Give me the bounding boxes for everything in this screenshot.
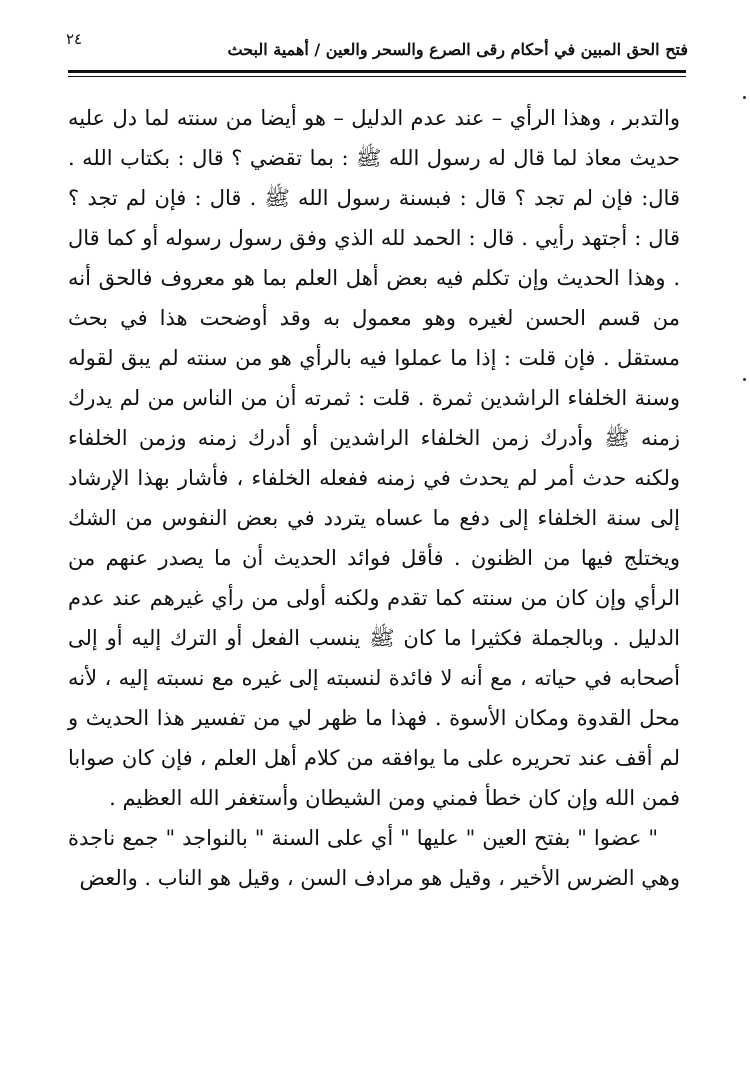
- header-rule-thick: [68, 70, 686, 73]
- running-header-title: فتح الحق المبين في أحكام رقى الصرع والسحر والعين / أهمية البحث: [227, 40, 688, 59]
- header-rule-thin: [68, 76, 686, 77]
- paragraph: والتدبر ، وهذا الرأي – عند عدم الدليل – هو أيضا من سنته لما دل عليه حديث معاذ لما قال له رسول الله ﷺ : بما تقضي ؟ قال : بكتاب الله . قال: فإن لم تجد ؟ قال : فبسنة رسول الله ﷺ . قال : فإن لم تجد ؟ قال : أجتهد رأيي . قال : الحمد لله الذي وفق رسول رسوله أو كما قال . وهذا الحديث وإن تكلم فيه بعض أهل العلم بما هو معروف فالحق أنه من قسم الحسن لغيره وهو معمول به وقد أوضحت هذا في بحث مستقل . فإن قلت : إذا ما عملوا فيه بالرأي هو من سنته لم يبق لقوله وسنة الخلفاء الراشدين ثمرة . قلت : ثمرته أن من الناس من لم يدرك زمنه ﷺ وأدرك زمن الخلفاء الراشدين أو أدرك زمنه وزمن الخلفاء ولكنه حدث أمر لم يحدث في زمنه ففعله الخلفاء ، فأشار بهذا الإرشاد إلى سنة الخلفاء إلى دفع ما عساه يتردد في بعض النفوس من الشك ويختلج فيها من الظنون . فأقل فوائد الحديث أن ما يصدر عنهم من الرأي وإن كان من سنته كما تقدم ولكنه أولى من رأي غيرهم عند عدم الدليل . وبالجملة فكثيرا ما كان ﷺ ينسب الفعل أو الترك إليه أو إلى أصحابه في حياته ، مع أنه لا فائدة لنسبته إلى غيره مع نسبته إليه ، لأنه محل القدوة ومكان الأسوة . فهذا ما ظهر لي من تفسير هذا الحديث و لم أقف عند تحريره على ما يوافقه من كلام أهل العلم ، فإن كان صوابا فمن الله وإن كان خطأ فمني ومن الشيطان وأستغفر الله العظيم .: [68, 106, 680, 810]
- page-number: ٢٤: [66, 30, 83, 48]
- margin-mark: [743, 378, 746, 381]
- margin-mark: [743, 96, 746, 99]
- paragraph: " عضوا " بفتح العين " عليها " أي على السنة " بالنواجد " جمع ناجدة وهي الضرس الأخير ، وقيل هو مرادف السن ، وقيل هو الناب . والعض: [68, 826, 680, 890]
- body-text: [68, 98, 680, 898]
